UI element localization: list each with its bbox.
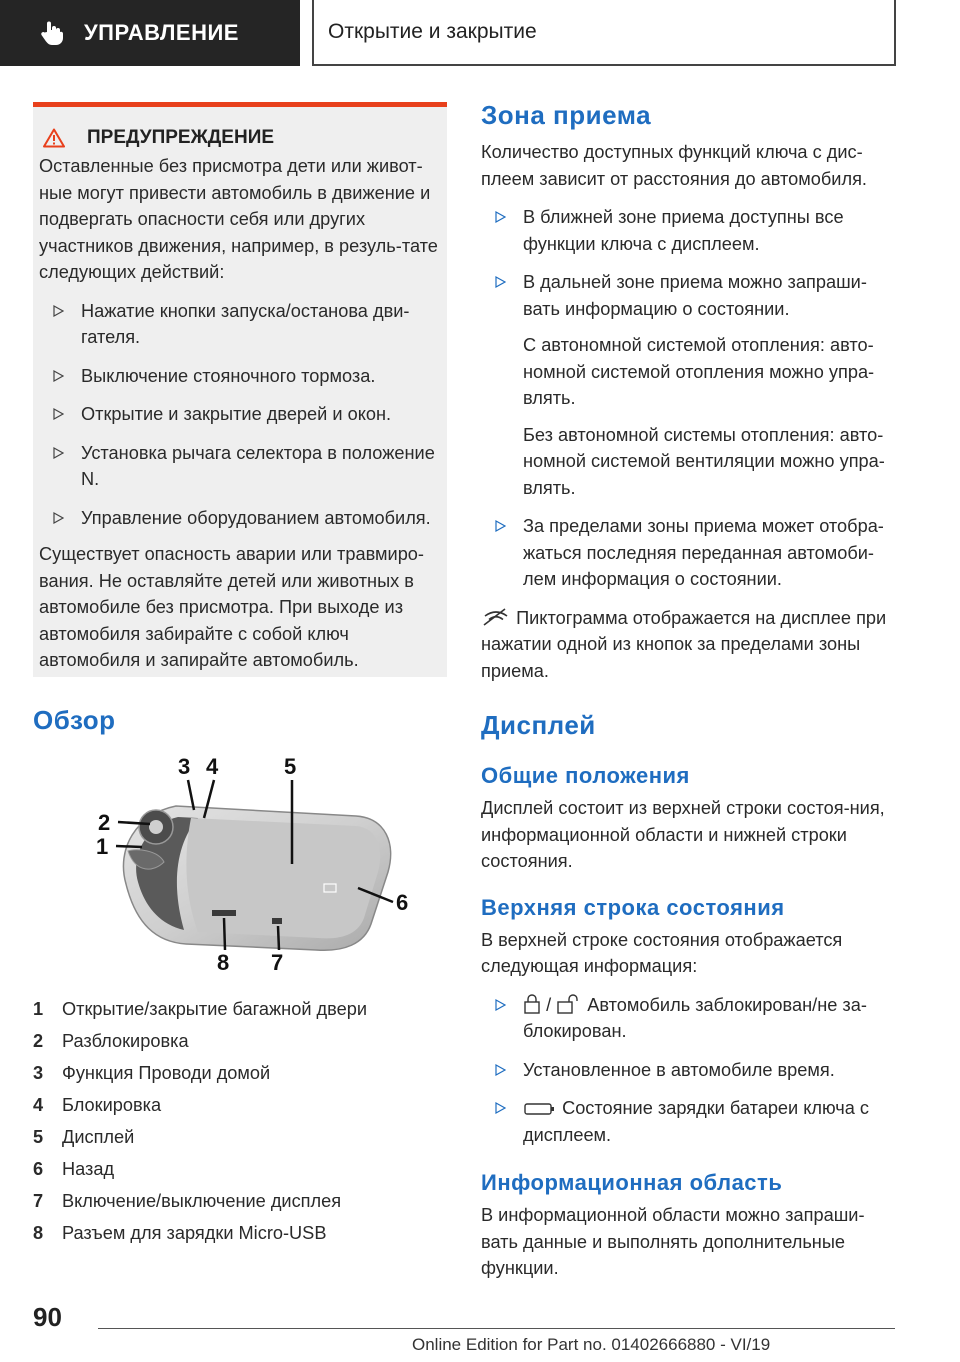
- triangle-bullet-icon: [53, 408, 64, 420]
- triangle-bullet-icon: [495, 1102, 506, 1114]
- callout-7: 7: [271, 950, 284, 974]
- callout-2: 2: [98, 810, 111, 835]
- legend-item: 3 Функция Проводи домой: [33, 1063, 271, 1083]
- reception-list-2: [481, 513, 901, 593]
- edition-note: Online Edition for Part no. 01402666880 - VI/19: [412, 1335, 771, 1354]
- list-item: Управление оборудованием автомобиля.: [39, 505, 439, 532]
- triangle-bullet-icon: [495, 211, 506, 223]
- page-number: 90: [33, 1302, 62, 1332]
- topbar-text: В верхней строке состояния отображается следующая информация:: [481, 929, 843, 976]
- callout-4: 4: [206, 754, 219, 779]
- overview-legend: [33, 993, 447, 1249]
- left-column: [33, 102, 447, 1249]
- triangle-bullet-icon: [53, 370, 64, 382]
- triangle-bullet-icon: [495, 276, 506, 288]
- warning-intro: Оставленные без присмотра дети или живот-ные могут привести автомобиль в движение и подвергать опасности себя или других участников движения, например, в резуль-тате следующих действий:: [39, 156, 438, 282]
- list-item: Нажатие кнопки запуска/останова дви-гателя.: [39, 298, 439, 351]
- legend-item: 5 Дисплей: [33, 1127, 135, 1147]
- display-heading: Дисплей: [481, 710, 596, 740]
- reception-list: [481, 204, 901, 322]
- section-tab[interactable]: [0, 0, 300, 66]
- pictogram-note: Пиктограмма отображается на дисплее при нажатии одной из кнопок за пределами зоны приема.: [481, 607, 887, 681]
- triangle-bullet-icon: [495, 1064, 506, 1076]
- footer-divider: [98, 1328, 895, 1329]
- list-item: Установка рычага селектора в положение N.: [39, 440, 439, 493]
- reception-heading: Зона приема: [481, 100, 652, 130]
- legend-item: 7 Включение/выключение дисплея: [33, 1191, 342, 1211]
- warning-triangle-icon: [43, 128, 65, 148]
- legend-item: 2 Разблокировка: [33, 1031, 189, 1051]
- lock-closed-icon: [523, 994, 541, 1014]
- triangle-bullet-icon: [495, 999, 506, 1011]
- callout-5: 5: [284, 754, 297, 779]
- list-item: В дальней зоне приема можно запраши-вать информацию о состоянии.: [481, 269, 901, 322]
- battery-icon: [523, 1101, 557, 1117]
- info-area-text: В информационной области можно запраши-вать данные и выполнять дополнительные функции.: [481, 1205, 865, 1278]
- list-item: / Автомобиль заблокирован/не за-блокирован.: [481, 992, 901, 1045]
- hand-pointer-icon: [38, 19, 66, 47]
- page-header: [0, 0, 960, 66]
- callout-8: 8: [217, 950, 230, 974]
- warning-title: ПРЕДУПРЕЖДЕНИЕ: [87, 127, 275, 148]
- no-signal-icon: [481, 607, 511, 627]
- topic-title: Открытие и закрытие: [312, 0, 896, 66]
- overview-heading: Обзор: [33, 705, 116, 735]
- topbar-heading: Верхняя строка состояния: [481, 894, 785, 920]
- warning-box: [33, 102, 447, 677]
- info-area-heading: Информационная область: [481, 1170, 783, 1195]
- triangle-bullet-icon: [53, 305, 64, 317]
- warning-outro: Существует опасность аварии или травмиро-вания. Не оставляйте детей или животных в автомобиле без присмотра. При выходе из автомобиля забирайте с собой ключ автомобиля и запирайте автомобиль.: [39, 544, 424, 670]
- general-text: Дисплей состоит из верхней строки состоя-ния, информационной области и нижней строки состояния.: [481, 798, 885, 871]
- warning-heading: [43, 127, 439, 149]
- list-item: Установленное в автомобиле время.: [481, 1057, 901, 1084]
- triangle-bullet-icon: [53, 447, 64, 459]
- reception-sub-2: Без автономной системы отопления: авто-номной системой вентиляции можно упра-влять.: [523, 424, 885, 498]
- display-key-illustration: [66, 754, 411, 974]
- lock-open-icon: [556, 994, 582, 1014]
- warning-list: [39, 298, 439, 532]
- list-item: За пределами зоны приема может отобра-жаться последняя переданная автомоби-лем информация о состоянии.: [481, 513, 901, 593]
- legend-item: 4 Блокировка: [33, 1095, 162, 1115]
- topbar-list: [481, 992, 901, 1149]
- section-title: УПРАВЛЕНИЕ: [84, 20, 239, 45]
- legend-item: 8 Разъем для зарядки Micro-USB: [33, 1223, 327, 1243]
- list-item: Состояние зарядки батареи ключа с дисплеем.: [481, 1095, 901, 1148]
- list-item: Открытие и закрытие дверей и окон.: [39, 401, 439, 428]
- triangle-bullet-icon: [495, 520, 506, 532]
- reception-sub-1: С автономной системой отопления: авто-номной системой отопления можно упра-влять.: [523, 335, 875, 408]
- callout-1: 1: [96, 834, 109, 859]
- legend-item: 6 Назад: [33, 1159, 115, 1179]
- callout-3: 3: [178, 754, 191, 779]
- legend-item: 1 Открытие/закрытие багажной двери: [33, 999, 367, 1019]
- triangle-bullet-icon: [53, 512, 64, 524]
- callout-6: 6: [396, 890, 409, 915]
- list-item: Выключение стояночного тормоза.: [39, 363, 439, 390]
- reception-intro: Количество доступных функций ключа с дис-плеем зависит от расстояния до автомобиля.: [481, 142, 867, 189]
- list-item: В ближней зоне приема доступны все функции ключа с дисплеем.: [481, 204, 901, 257]
- right-column: [481, 100, 901, 1282]
- general-heading: Общие положения: [481, 763, 690, 788]
